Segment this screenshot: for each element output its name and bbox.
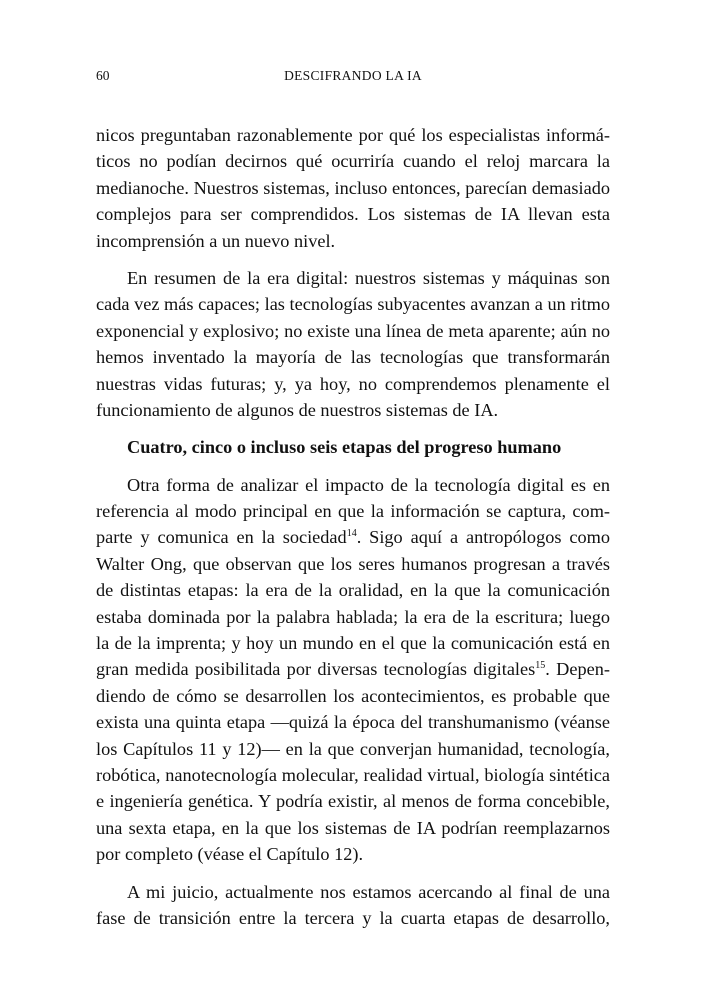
text-line: incomprensión a un nuevo nivel. (96, 230, 336, 251)
text-line: cada vez más capaces; las tecnologías subyacentes avanzan a un ritmo (96, 294, 610, 315)
page-header (96, 68, 610, 88)
text-fragment: . Sigo aquí a antropólogos como (356, 527, 610, 548)
text-line: A mi juicio, actualmente nos estamos acercando al final de una (127, 881, 610, 902)
text-line: robótica, nanotecnología molecular, realidad virtual, biología sintética (96, 764, 610, 785)
text-line: estaba dominada por la palabra hablada; la era de la escritura; luego (96, 606, 610, 627)
footnote-ref[interactable]: 15 (535, 660, 546, 672)
text-line: de distintas etapas: la era de la oralidad, en la que la comunicación (96, 580, 610, 601)
text-line: diendo de cómo se desarrollen los acontecimientos, es probable que (96, 685, 610, 706)
running-head: DESCIFRANDO LA IA (284, 68, 422, 83)
text-fragment: parte y comunica en la sociedad (96, 527, 347, 548)
text-line (96, 524, 610, 550)
paragraph (96, 122, 610, 254)
text-fragment: gran medida posibilitada por diversas tecnologías digitales (96, 659, 536, 680)
page-number: 60 (96, 68, 110, 83)
page-body (96, 122, 610, 931)
paragraph (96, 265, 610, 423)
text-line: Walter Ong, que observan que los seres humanos progresan a través (96, 553, 610, 574)
paragraph (96, 472, 610, 868)
text-line: ticos no podían decirnos qué ocurriría cuando el reloj marcara la (96, 151, 610, 172)
text-line: complejos para ser comprendidos. Los sistemas de IA llevan esta (96, 204, 610, 225)
text-line: Otra forma de analizar el impacto de la tecnología digital es en (127, 474, 610, 495)
text-line: referencia al modo principal en que la información se captura, com- (96, 501, 610, 522)
footnote-ref[interactable]: 14 (346, 528, 357, 540)
text-line: hemos inventado la mayoría de las tecnologías que transformarán (96, 347, 610, 368)
text-line: e ingeniería genética. Y podría existir, al menos de forma concebible, (96, 791, 610, 812)
text-line: los Capítulos 11 y 12)— en la que converjan humanidad, tecnología, (96, 738, 610, 759)
text-line: una sexta etapa, en la que los sistemas de IA podrían reemplazarnos (96, 817, 610, 838)
text-line: fase de transición entre la tercera y la cuarta etapas de desarrollo, (96, 907, 610, 928)
text-line: la de la imprenta; y hoy un mundo en el que la comunicación está en (96, 633, 610, 654)
text-line: exista una quinta etapa —quizá la época del transhumanismo (véanse (96, 712, 610, 733)
text-line: exponencial y explosivo; no existe una línea de meta aparente; aún no (96, 320, 610, 341)
section-heading: Cuatro, cinco o incluso seis etapas del progreso humano (127, 437, 562, 458)
text-line: funcionamiento de algunos de nuestros sistemas de IA. (96, 399, 499, 420)
paragraph (96, 879, 610, 932)
text-line: En resumen de la era digital: nuestros sistemas y máquinas son (127, 267, 610, 288)
text-fragment: . Depen- (545, 659, 610, 680)
text-line (96, 656, 610, 682)
text-line: por completo (véase el Capítulo 12). (96, 844, 364, 865)
text-line: medianoche. Nuestros sistemas, incluso entonces, parecían demasiado (96, 177, 610, 198)
text-line: nicos preguntaban razonablemente por qué los especialistas informá- (96, 125, 610, 145)
text-line: nuestras vidas futuras; y, ya hoy, no comprendemos plenamente el (96, 373, 610, 394)
